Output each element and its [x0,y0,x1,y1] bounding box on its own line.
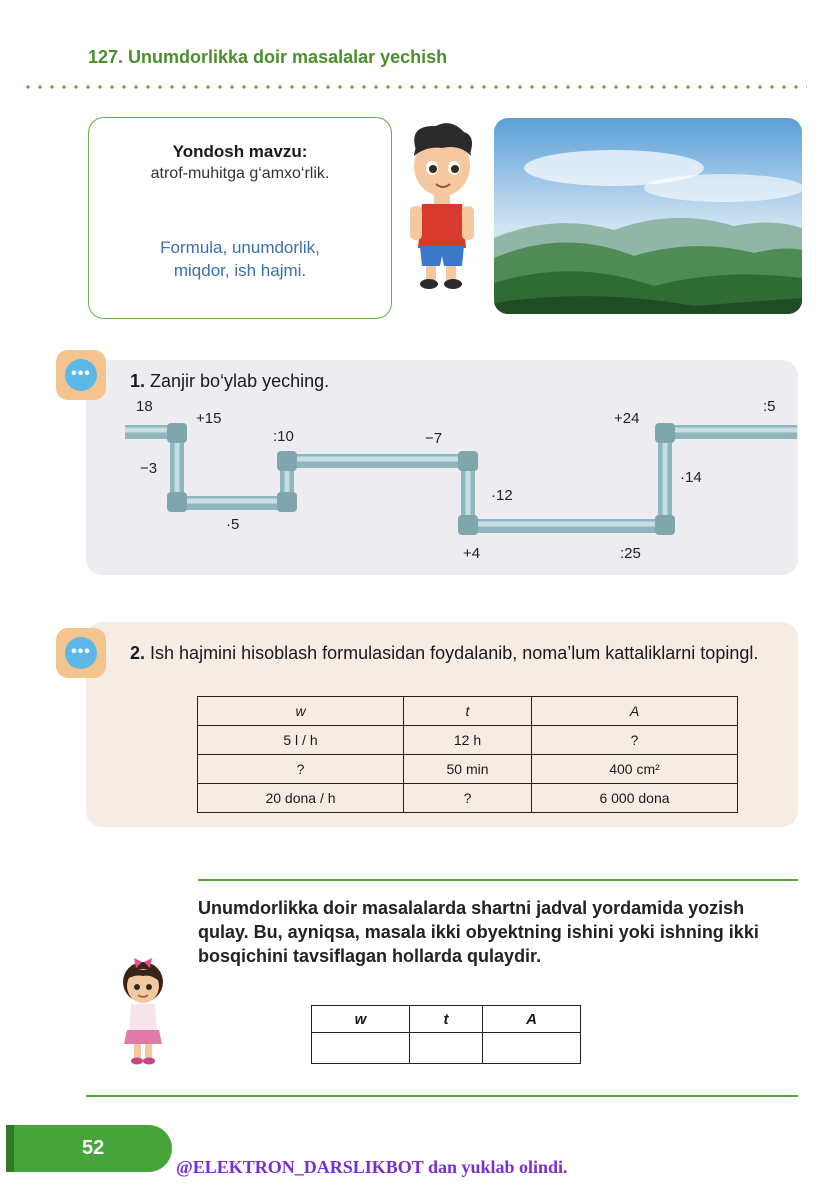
header-cell-w: w [312,1006,410,1033]
dotted-divider [22,84,807,90]
table-cell: ? [404,784,532,813]
topic-keywords [129,236,351,282]
task-2-prompt [130,641,792,665]
table-cell [410,1033,483,1064]
header-cell-t: t [410,1006,483,1033]
keywords-line-1: Formula, unumdorlik, [160,238,320,257]
keywords-line-2: miqdor, ish hajmi. [173,261,307,280]
divider-line [198,879,798,881]
table-cell: 5 l / h [198,726,404,755]
table-cell: 20 dona / h [198,784,404,813]
table-cell: 12 h [404,726,532,755]
chain-label: :5 [763,398,776,415]
table-cell [312,1033,410,1064]
section-title: 127. Unumdorlikka doir masalalar yechish [88,47,448,67]
divider-line [86,1095,798,1097]
table-cell [483,1033,581,1064]
page-number: 52 [82,1137,105,1159]
table-cell: ? [532,726,738,755]
chain-label: ·14 [680,469,702,486]
table-cell: 6 000 dona [532,784,738,813]
chain-label: +24 [614,410,640,427]
task-2-number: 2. [130,643,146,663]
header-cell-a: A [483,1006,581,1033]
task-1-text: Zanjir bo‘ylab yeching. [150,371,330,391]
table-row [198,755,738,784]
related-topic-card [88,117,392,319]
girl-illustration [112,958,174,1068]
chain-label: −7 [425,430,443,447]
table-row [198,784,738,813]
boy-illustration [396,120,486,290]
mountain-landscape-image [494,118,802,314]
table-row [198,726,738,755]
tip-note: Unumdorlikka doir masalalarda shartni jadval yordamida yozish qulay. Bu, ayniqsa, masala ikki obyektning ishini yoki ishning ikki bosqichini tavsiflagan hollarda qulaydir. [198,898,759,966]
header-cell-t: t [404,697,532,726]
download-credit: @ELEKTRON_DARSLIKBOT dan yuklab olindi. [176,1157,568,1177]
chain-label: +15 [196,410,222,427]
header-cell-a: A [532,697,738,726]
table-cell: 50 min [404,755,532,784]
table-header-row [198,697,738,726]
task-1-number: 1. [130,371,146,391]
work-formula-table [197,696,738,813]
chain-label: ·5 [226,516,240,533]
empty-template-table [311,1005,581,1064]
page-tab-stripe [6,1125,14,1172]
header-cell-w: w [198,697,404,726]
chat-bubble-icon: ••• [56,350,106,400]
chain-label: +4 [463,545,481,562]
task-1-prompt [130,371,329,392]
chain-label: :25 [620,545,641,562]
chain-label: :10 [273,428,294,445]
task-2-text: Ish hajmini hisoblash formulasidan foydalanib, noma’lum kattaliklarni topingl. [150,643,759,663]
topic-subject: atrof-muhitga g‘amxo‘rlik. [150,165,330,182]
chain-label: 18 [136,398,153,415]
table-row [312,1033,581,1064]
chat-bubble-icon: ••• [56,628,106,678]
table-cell: 400 cm² [532,755,738,784]
topic-heading: Yondosh mavzu: [172,142,308,161]
table-cell: ? [198,755,404,784]
chain-label: ·12 [491,487,513,504]
table-header-row [312,1006,581,1033]
chain-label: −3 [140,460,158,477]
